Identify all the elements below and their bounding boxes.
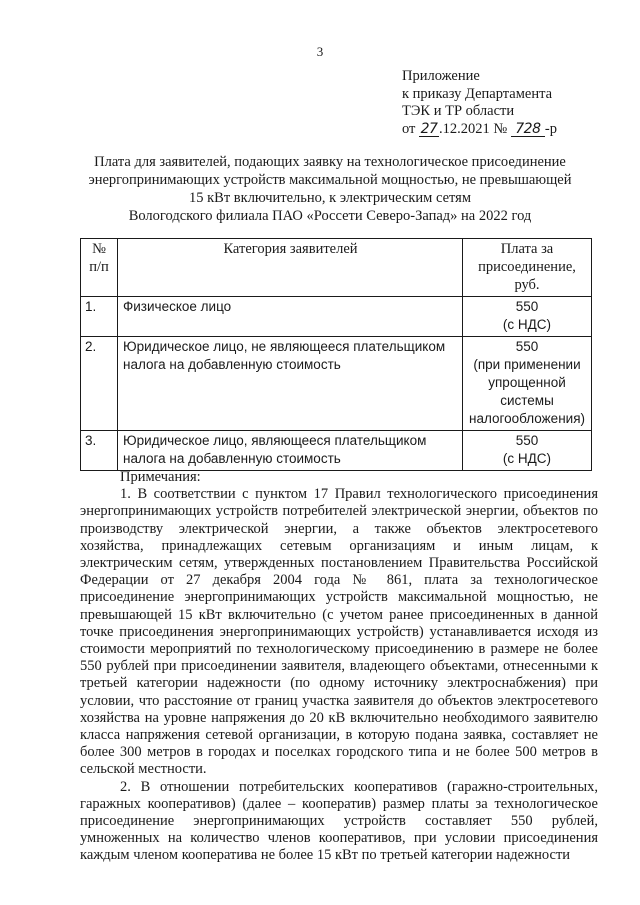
fee-table xyxy=(80,238,592,471)
note-line: класса напряжения сетевой организации, в которую подана заявка, составляет не xyxy=(80,727,598,744)
fee-line: налогообложения) xyxy=(469,411,585,426)
header-num xyxy=(81,239,118,297)
note-paragraph-1 xyxy=(80,486,598,778)
header-fee xyxy=(463,239,592,297)
row-number: 3. xyxy=(81,431,118,471)
header-fee-line-3: руб. xyxy=(514,277,540,293)
category-line: Физическое лицо xyxy=(123,299,232,314)
fee-line: упрощенной xyxy=(488,375,566,390)
header-fee-line-1: Плата за xyxy=(500,241,554,257)
header-num-line-2: п/п xyxy=(89,259,109,275)
note-line: 1. В соответствии с пунктом 17 Правил технологического присоединения xyxy=(120,486,598,503)
note-line: превышающей 15 кВт включительно (с учетом ранее присоединенных в данной xyxy=(80,606,598,623)
row-number: 2. xyxy=(81,337,118,431)
row-category xyxy=(118,431,463,471)
header-num-line-1: № xyxy=(92,241,106,257)
note-line: более 300 метров в городах и поселках городского типа и не более 500 метров в xyxy=(80,744,598,761)
note-line: производству электрической энергии, а также объектов электросетевого xyxy=(80,520,598,537)
appendix-line-1: Приложение xyxy=(402,68,480,84)
appendix-date-line xyxy=(402,121,632,139)
row-category xyxy=(118,337,463,431)
table-row xyxy=(81,337,592,431)
title-line-3: 15 кВт включительно, к электрическим сетям xyxy=(189,190,471,206)
fee-line: системы xyxy=(500,393,554,408)
note-line: каждым членом кооператива не более 15 кВт по третьей категории надежности xyxy=(80,847,571,864)
note-line: умноженных на количество членов кооперативов, при условии присоединения xyxy=(80,830,598,847)
table-header-row xyxy=(81,239,592,297)
title-line-4: Вологодского филиала ПАО «Россети Северо-Запад» на 2022 год xyxy=(128,208,532,224)
note-paragraph-2 xyxy=(80,779,598,865)
note-line: присоединение энергопринимающих устройств составляет 550 рублей, xyxy=(80,813,598,830)
row-fee xyxy=(463,431,592,471)
note-line: 2. В отношении потребительских кооперативов (гаражно-строительных, xyxy=(120,778,598,795)
note-line: хозяйства на уровне напряжения до 20 кВ включительно необходимого заявителю xyxy=(80,709,598,726)
note-line: условии, что расстояние от границ участка заявителя до объектов электросетевого xyxy=(80,692,598,709)
table-row xyxy=(81,431,592,471)
row-fee xyxy=(463,297,592,337)
note-line: точке присоединения энергопринимающих устройств) устанавливается исходя из xyxy=(80,623,598,640)
order-suffix: -р xyxy=(544,120,557,137)
title-line-1: Плата для заявителей, подающих заявку на технологическое присоединение xyxy=(94,154,566,170)
note-line: Федерации от 27 декабря 2004 года № 861, плата за технологическое xyxy=(80,572,598,589)
date-day-handwritten: 27 xyxy=(420,120,438,137)
notes-heading: Примечания: xyxy=(120,469,201,485)
notes-section xyxy=(80,469,598,865)
page-number: 3 xyxy=(316,44,324,59)
fee-line: 550 xyxy=(515,299,539,314)
category-line: налога на добавленную стоимость xyxy=(123,451,341,466)
note-line: 550 рублей при присоединении заявителя, владеющего объектами, отнесенными к xyxy=(80,658,598,675)
note-line: присоединение энергопринимающих устройств максимальной мощностью, не xyxy=(80,589,598,606)
row-number: 1. xyxy=(81,297,118,337)
fee-line: 550 xyxy=(515,433,539,448)
table-row xyxy=(81,297,592,337)
fee-line: 550 xyxy=(515,339,539,354)
category-line: Юридическое лицо, являющееся плательщиком xyxy=(123,433,427,448)
appendix-block xyxy=(402,68,632,138)
category-line: налога на добавленную стоимость xyxy=(123,357,341,372)
note-line: третьей категории надежности (по одному источнику электроснабжения) при xyxy=(80,675,598,692)
note-line: энергопринимающих устройств потребителей электрической энергии, объектов по xyxy=(80,503,598,520)
order-number-handwritten: 728 xyxy=(511,122,545,137)
table-body xyxy=(81,297,592,471)
document-title xyxy=(60,153,600,225)
fee-line: (с НДС) xyxy=(502,451,552,466)
row-category xyxy=(118,297,463,337)
header-fee-line-2: присоединение, xyxy=(478,259,576,275)
note-line: хозяйства, принадлежащих сетевым организациям и иным лицам, к xyxy=(80,537,598,554)
header-category: Категория заявителей xyxy=(118,239,463,297)
note-line: электрическим сетям, утвержденных постановлением Правительства Российской xyxy=(80,555,598,572)
appendix-line-2: к приказу Департамента xyxy=(402,85,553,102)
row-fee xyxy=(463,337,592,431)
fee-line: (с НДС) xyxy=(502,317,552,332)
date-rest: .12.2021 № xyxy=(439,120,508,137)
note-line: гаражных кооперативов) (далее – кооператив) размер платы за технологическое xyxy=(80,795,598,812)
note-line: стоимости мероприятий по технологическому присоединению в размере не более xyxy=(80,641,598,658)
category-line: Юридическое лицо, не являющееся плательщиком xyxy=(123,339,446,354)
fee-line: (при применении xyxy=(473,357,581,372)
note-line: сельской местности. xyxy=(80,761,207,778)
appendix-line-3: ТЭК и ТР области xyxy=(402,103,515,119)
title-line-2: энергопринимающих устройств максимальной мощностью, не превышающей xyxy=(88,172,572,188)
date-prefix: от xyxy=(402,120,416,137)
